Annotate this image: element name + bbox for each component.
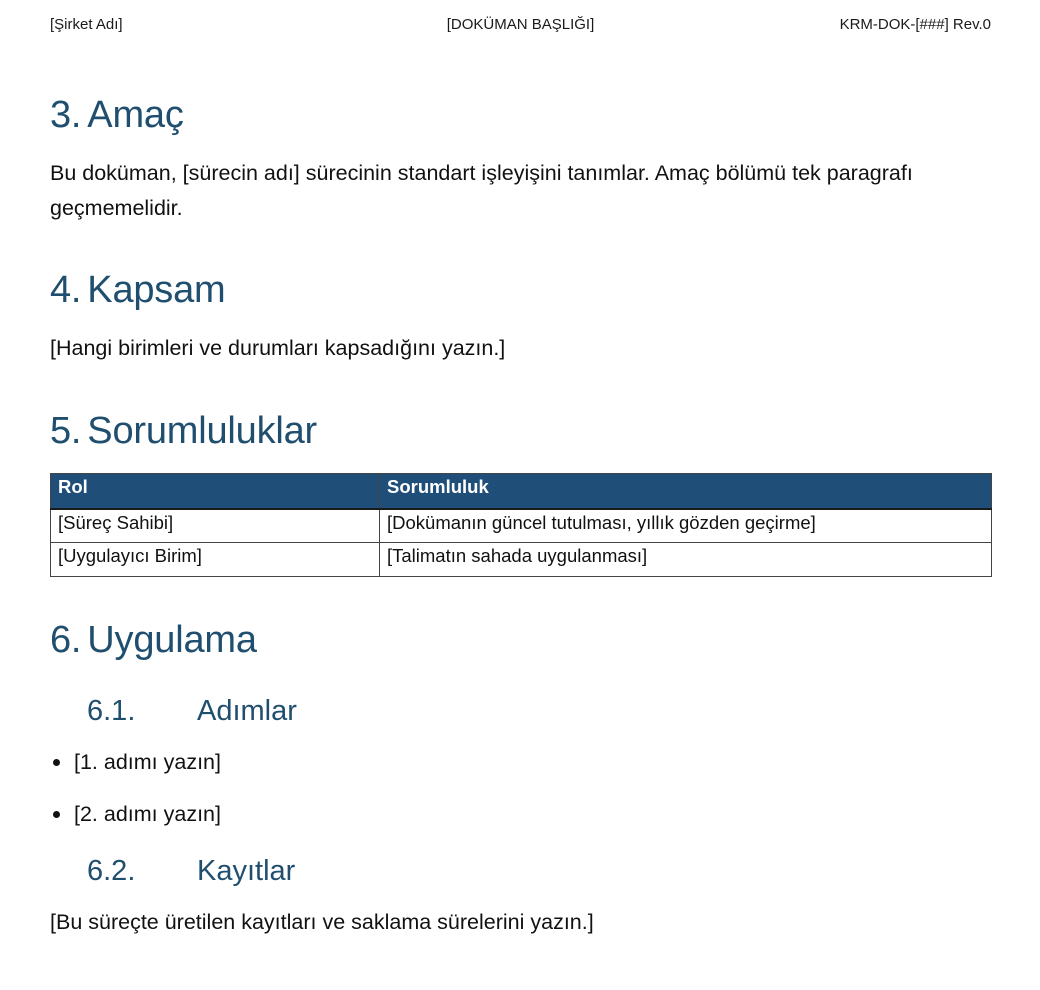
list-item-text: [2. adımı yazın] bbox=[74, 801, 221, 826]
section-number: 3. bbox=[50, 94, 82, 136]
subsection-heading-records bbox=[87, 853, 295, 889]
table-row bbox=[51, 543, 992, 577]
table-cell-role: [Süreç Sahibi] bbox=[51, 509, 380, 543]
page-header bbox=[50, 13, 991, 35]
list-item bbox=[50, 745, 221, 779]
subsection-number: 6.2. bbox=[87, 855, 136, 887]
section-title: Uygulama bbox=[87, 619, 257, 661]
table-header-cell-role: Rol bbox=[51, 474, 380, 509]
scope-paragraph: [Hangi birimleri ve durumları kapsadığını yazın.] bbox=[50, 336, 506, 360]
subsection-number: 6.1. bbox=[87, 695, 136, 727]
section-title: Kapsam bbox=[87, 269, 226, 311]
records-paragraph: [Bu süreçte üretilen kayıtları ve saklama sürelerini yazın.] bbox=[50, 910, 594, 934]
table-row bbox=[51, 509, 992, 543]
section-number: 4. bbox=[50, 269, 82, 311]
section-number: 5. bbox=[50, 410, 82, 452]
subsection-heading-steps bbox=[87, 693, 297, 729]
responsibilities-table bbox=[50, 473, 992, 577]
section-number: 6. bbox=[50, 619, 82, 661]
list-item-text: [1. adımı yazın] bbox=[74, 749, 221, 774]
section-title: Amaç bbox=[87, 94, 184, 136]
table-header-row bbox=[51, 474, 992, 509]
bullet-icon bbox=[53, 759, 60, 766]
document-title: [DOKÜMAN BAŞLIĞI] bbox=[446, 15, 595, 33]
subsection-title: Kayıtlar bbox=[197, 855, 296, 887]
table-cell-responsibility: [Dokümanın güncel tutulması, yıllık gözden geçirme] bbox=[380, 509, 992, 543]
bullet-icon bbox=[53, 811, 60, 818]
subsection-title: Adımlar bbox=[197, 695, 297, 727]
document-code: KRM-DOK-[###] Rev.0 bbox=[839, 15, 991, 33]
section-heading-scope bbox=[50, 268, 226, 312]
table-cell-responsibility: [Talimatın sahada uygulanması] bbox=[380, 543, 992, 577]
table-cell-role: [Uygulayıcı Birim] bbox=[51, 543, 380, 577]
list-item bbox=[50, 797, 221, 831]
table-header-cell-responsibility: Sorumluluk bbox=[380, 474, 992, 509]
section-heading-purpose bbox=[50, 93, 184, 137]
section-heading-implementation bbox=[50, 618, 257, 662]
section-title: Sorumluluklar bbox=[87, 410, 318, 452]
steps-list bbox=[50, 745, 221, 849]
purpose-paragraph: Bu doküman, [sürecin adı] sürecinin standart işleyişini tanımlar. Amaç bölümü tek paragrafı geçmemelidir. bbox=[50, 161, 913, 220]
company-name: [Şirket Adı] bbox=[50, 15, 123, 33]
section-heading-responsibilities bbox=[50, 409, 317, 453]
